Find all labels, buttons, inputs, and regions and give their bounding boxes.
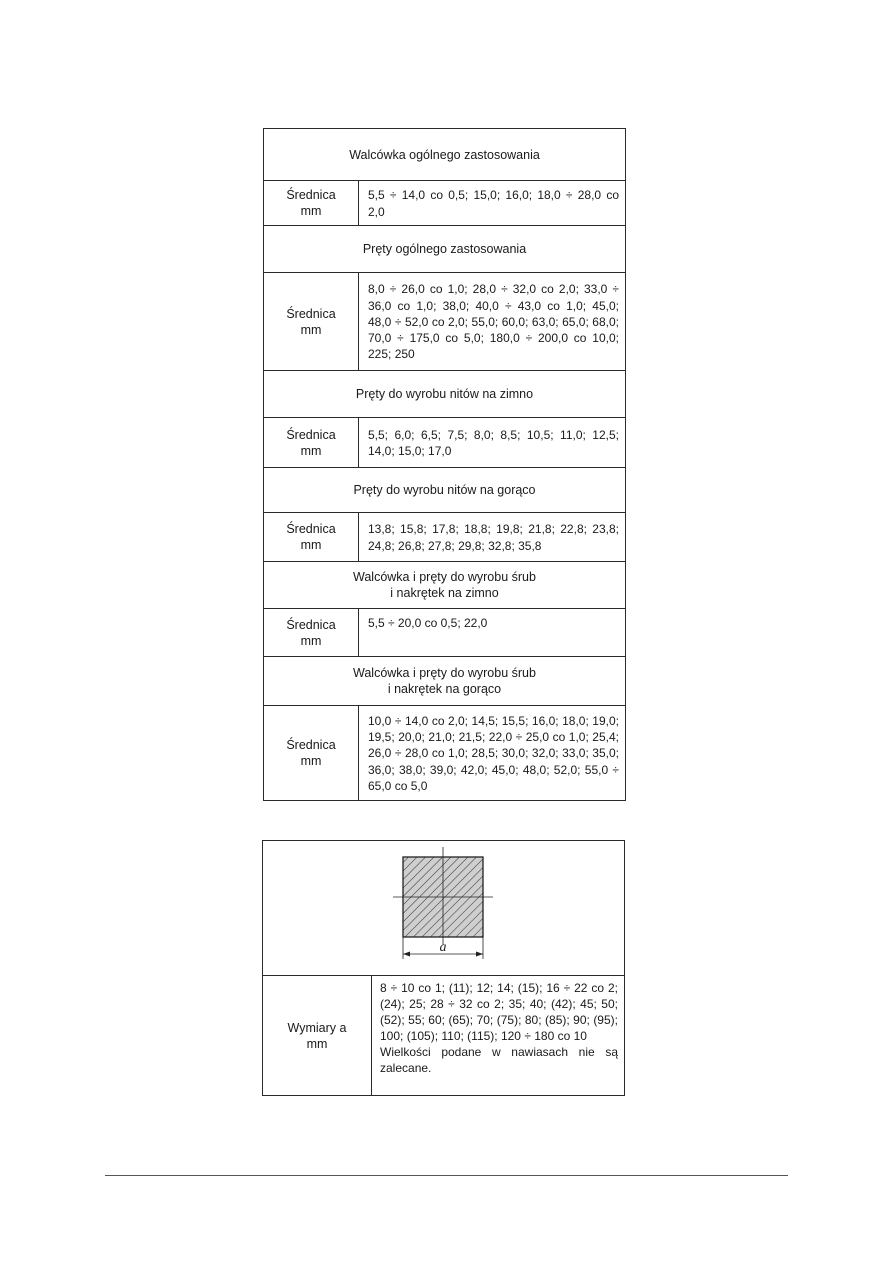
table-row (263, 975, 624, 1095)
section-title-text: Pręty do wyrobu nitów na gorąco (353, 483, 536, 497)
section-title (264, 370, 625, 417)
row-values (359, 181, 625, 225)
row-label (264, 181, 359, 225)
footer-divider (105, 1175, 788, 1176)
section-title-text: Pręty ogólnego zastosowania (362, 242, 527, 256)
row-label-unit: mm (300, 443, 322, 458)
table-row (264, 705, 625, 800)
square-section-drawing (263, 841, 624, 975)
row-label (264, 609, 359, 656)
section-title-text: Walcówka i pręty do wyrobu śrub (353, 666, 536, 680)
dimension-label: a (439, 940, 447, 955)
section-title-text: Pręty do wyrobu nitów na zimno (355, 387, 534, 401)
row-label-line: Wymiary a (287, 1020, 347, 1035)
table-row (264, 180, 625, 225)
section-title (264, 561, 625, 608)
section-title (264, 467, 625, 512)
table-row (264, 608, 625, 656)
row-label-unit: mm (300, 754, 322, 768)
row-values (359, 609, 625, 656)
row-label (264, 273, 359, 370)
table-row (264, 272, 625, 370)
square-bar-dimension-table (262, 840, 625, 1096)
square-cross-section-figure (263, 841, 624, 975)
row-values-text: 13,8; 15,8; 17,8; 18,8; 19,8; 21,8; 22,8; 23,8; 24,8; 26,8; 27,8; 29,8; 32,8; 35,8 (368, 522, 619, 553)
section-title (264, 129, 625, 180)
row-label-line: Średnica (286, 306, 336, 321)
section-title-text: i nakrętek na zimno (390, 586, 499, 600)
row-values-text: 10,0 ÷ 14,0 co 2,0; 14,5; 15,5; 16,0; 18,0; 19,0; 19,5; 20,0; 21,0; 21,5; 22,0 ÷ 25,0 co 1,0; 25,4; 26,0 ÷ 28,0 co 1,0; 28,5; 30,0; 32,0; 33,0; 35,0; 36,0; 38,0; 39,0; 42,0; 45,0; 48,0; 52,0; 55,0 ÷ 65,0 co 5,0 (368, 713, 619, 793)
row-label-unit: mm (300, 322, 322, 337)
row-values-text: 8,0 ÷ 26,0 co 1,0; 28,0 ÷ 32,0 co 2,0; 33,0 ÷ 36,0 co 1,0; 38,0; 40,0 ÷ 43,0 co 1,0; 45,0; 48,0 ÷ 52,0 co 2,0; 55,0; 60,0; 63,0; 65,0; 68,0; 70,0 ÷ 175,0 co 5,0; 180,0 ÷ 200,0 co 10,0; 225; 250 (368, 282, 619, 362)
table-row (264, 417, 625, 467)
row-label (264, 418, 359, 467)
row-label-unit: mm (300, 633, 322, 648)
row-label (264, 513, 359, 561)
row-label (264, 706, 359, 800)
row-values (359, 273, 625, 370)
section-title (264, 656, 625, 705)
arrowhead-left-icon (403, 952, 410, 957)
table-row (264, 512, 625, 561)
section-title-text: i nakrętek na gorąco (387, 682, 502, 696)
row-label-line: Średnica (286, 188, 336, 202)
row-label-line: Średnica (286, 427, 336, 442)
row-note-text: Wielkości podane w nawiasach nie są zalecane. (380, 1045, 618, 1075)
row-label-line: Średnica (286, 522, 336, 536)
row-label (263, 976, 372, 1095)
section-title-text: Walcówka ogólnego zastosowania (349, 147, 540, 162)
row-label-unit: mm (300, 204, 322, 218)
arrowhead-right-icon (476, 952, 483, 957)
row-label-unit: mm (306, 1036, 328, 1051)
row-values (359, 418, 625, 467)
section-title-text: Walcówka i pręty do wyrobu śrub (353, 570, 536, 584)
row-label-unit: mm (300, 538, 322, 552)
row-values (359, 513, 625, 561)
row-values-text: 5,5; 6,0; 6,5; 7,5; 8,0; 8,5; 10,5; 11,0; 12,5; 14,0; 15,0; 17,0 (368, 427, 619, 458)
row-values-text: 5,5 ÷ 20,0 co 0,5; 22,0 (368, 616, 488, 630)
row-values-text: 8 ÷ 10 co 1; (11); 12; 14; (15); 16 ÷ 22 co 2; (24); 25; 28 ÷ 32 co 2; 35; 40; (42); 45; 50; (52); 55; 60; (65); 70; (75); 80; (85); 90; (95); 100; (105); 110; (115); 120 ÷ 180 co 10 (380, 981, 618, 1043)
round-bar-diameter-table (263, 128, 626, 801)
row-values-text: 5,5 ÷ 14,0 co 0,5; 15,0; 16,0; 18,0 ÷ 28,0 co 2,0 (368, 188, 619, 219)
row-values (372, 976, 624, 1095)
row-label-line: Średnica (286, 617, 336, 632)
row-values (359, 706, 625, 800)
row-label-line: Średnica (286, 738, 336, 752)
section-title (264, 225, 625, 272)
